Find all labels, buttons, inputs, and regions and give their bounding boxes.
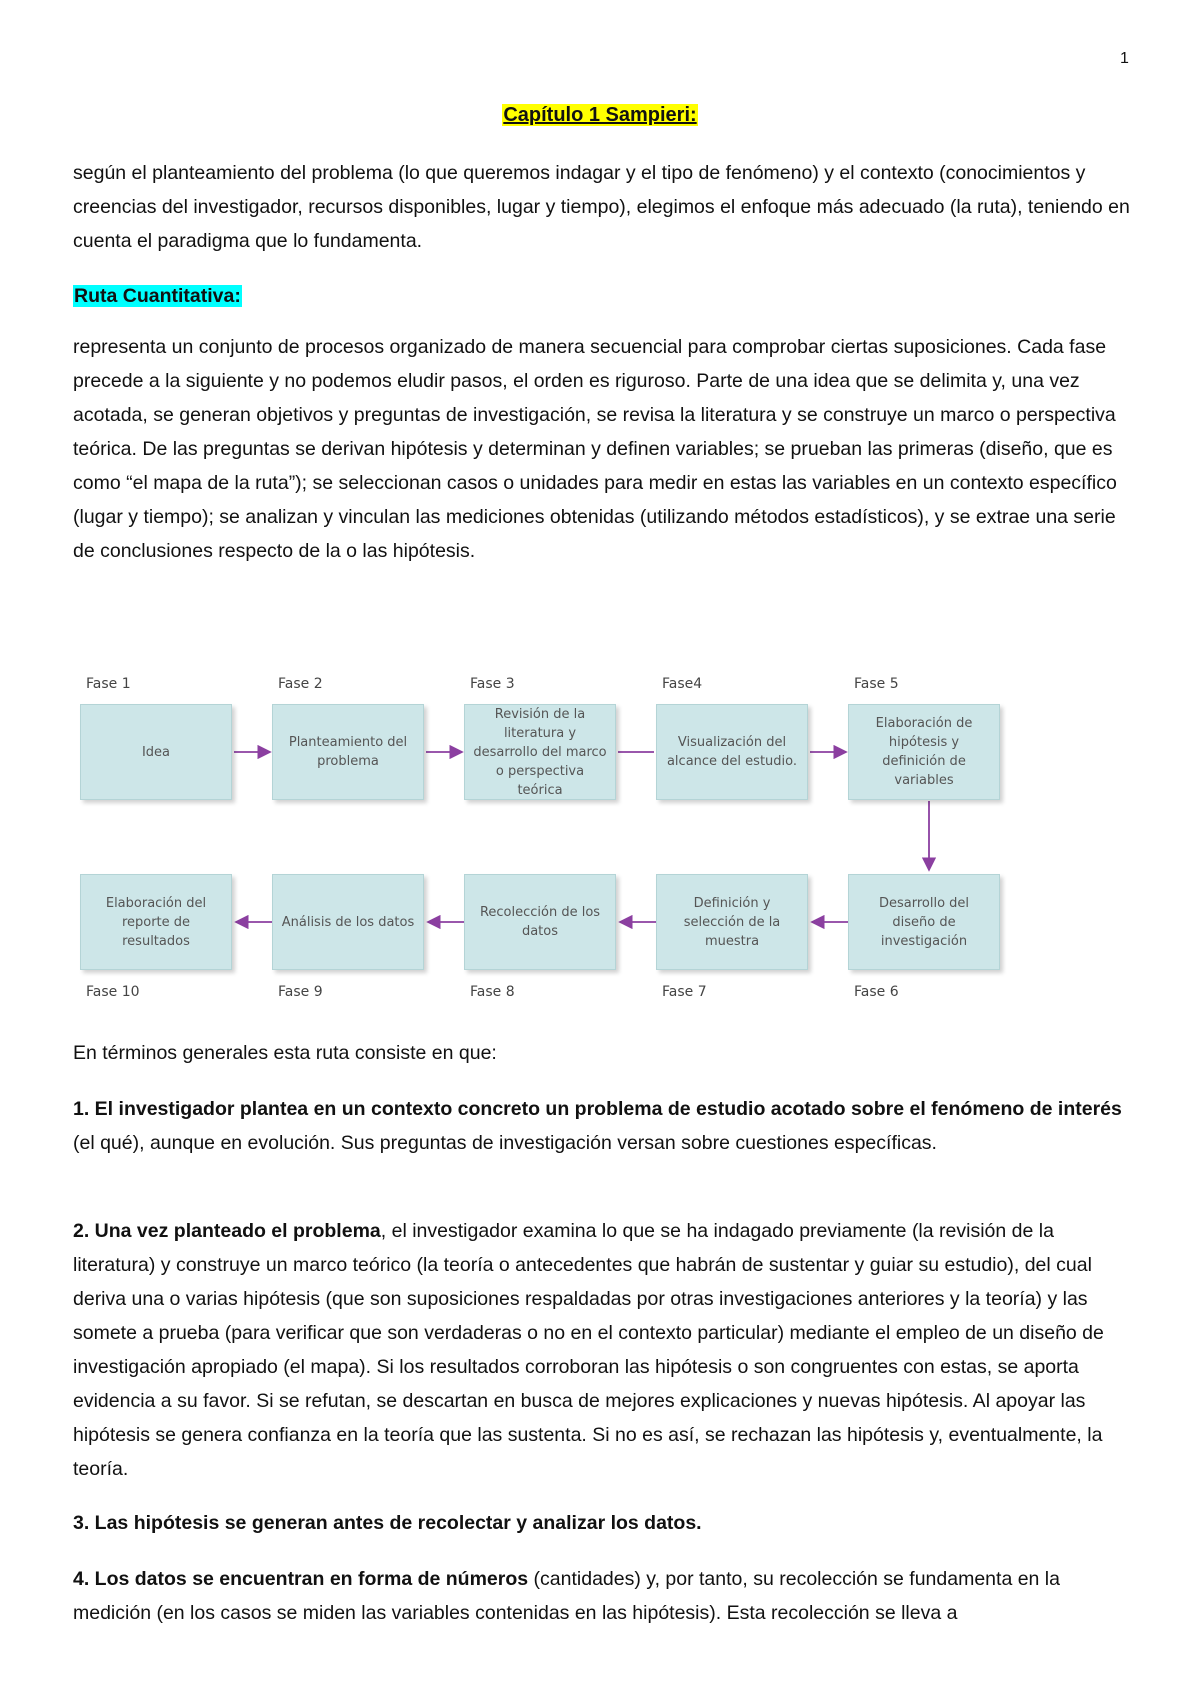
point-4	[73, 1562, 1133, 1630]
phase-label: Fase 5	[854, 676, 899, 692]
point-2	[73, 1214, 1133, 1486]
summary-intro: En términos generales esta ruta consiste en que:	[73, 1042, 497, 1064]
phase-label: Fase 1	[86, 676, 131, 692]
point-1	[73, 1092, 1133, 1160]
phase-box: Elaboración de hipótesis y definición de variables	[848, 704, 1000, 800]
chapter-title-text: Capítulo 1 Sampieri:	[503, 104, 697, 126]
chapter-title	[0, 104, 1200, 127]
phase-label: Fase 7	[662, 984, 707, 1000]
phase-label: Fase 2	[278, 676, 323, 692]
quantitative-route-diagram	[80, 676, 1020, 1008]
phase-label: Fase 8	[470, 984, 515, 1000]
phase-box: Visualización del alcance del estudio.	[656, 704, 808, 800]
point-4-bold: 4. Los datos se encuentran en forma de números	[73, 1568, 529, 1590]
point-1-text: (el qué), aunque en evolución. Sus preguntas de investigación versan sobre cuestiones específicas.	[73, 1132, 937, 1154]
description-paragraph: representa un conjunto de procesos organizado de manera secuencial para comprobar ciertas suposiciones. Cada fase precede a la siguiente y no podemos eludir pasos, el orden es riguroso. Parte de una idea que se delimita y, una vez acotada, se generan objetivos y preguntas de investigación, se revisa la literatura y se construye un marco o perspectiva teórica. De las preguntas se derivan hipótesis y determinan y definen variables; se prueban las primeras (diseño, que es como “el mapa de la ruta”); se seleccionan casos o unidades para medir en estas las variables en un contexto específico (lugar y tiempo); se analizan y vinculan las mediciones obtenidas (utilizando métodos estadísticos), y se extrae una serie de conclusiones respecto de la o las hipótesis.	[73, 336, 1117, 562]
phase-box: Elaboración del reporte de resultados	[80, 874, 232, 970]
phase-label: Fase 3	[470, 676, 515, 692]
phase-box: Recolección de los datos	[464, 874, 616, 970]
phase-label: Fase 6	[854, 984, 899, 1000]
section-heading-text: Ruta Cuantitativa:	[74, 285, 241, 307]
phase-label: Fase 9	[278, 984, 323, 1000]
point-4-text: (cantidades) y, por tanto, su recolección se fundamenta en la medición (en los casos se miden las variables contenidas en las hipótesis). Esta recolección se lleva a	[73, 1568, 1060, 1624]
point-2-bold: 2. Una vez planteado el problema	[73, 1220, 381, 1242]
phase-box: Definición y selección de la muestra	[656, 874, 808, 970]
point-1-bold: 1. El investigador plantea en un contexto concreto un problema de estudio acotado sobre el fenómeno de interés	[73, 1098, 1122, 1120]
phase-label: Fase4	[662, 676, 703, 692]
section-heading	[73, 279, 242, 313]
phase-box: Desarrollo del diseño de investigación	[848, 874, 1000, 970]
page-number: 1	[1120, 50, 1129, 67]
intro-paragraph: según el planteamiento del problema (lo que queremos indagar y el tipo de fenómeno) y el contexto (conocimientos y creencias del investigador, recursos disponibles, lugar y tiempo), elegimos el enfoque más adecuado (la ruta), teniendo en cuenta el paradigma que lo fundamenta.	[73, 162, 1130, 252]
phase-box: Idea	[80, 704, 232, 800]
point-2-text: , el investigador examina lo que se ha indagado previamente (la revisión de la literatura) y construye un marco teórico (la teoría o antecedentes que habrán de sustentar y guiar su estudio), del cual deriva una o varias hipótesis (que son suposiciones respaldadas por otras investigaciones anteriores y la teoría) y las somete a prueba (para verificar que son verdaderas o no en el contexto particular) mediante el empleo de un diseño de investigación apropiado (el mapa). Si los resultados corroboran las hipótesis o son congruentes con estas, se aporta evidencia a su favor. Si se refutan, se descartan en busca de mejores explicaciones y nuevas hipótesis. Al apoyar las hipótesis se genera confianza en la teoría que las sustenta. Si no es así, se rechazan las hipótesis y, eventualmente, la teoría.	[73, 1220, 1104, 1480]
phase-box: Análisis de los datos	[272, 874, 424, 970]
point-3-bold: 3. Las hipótesis se generan antes de recolectar y analizar los datos.	[73, 1512, 702, 1534]
point-3	[73, 1506, 1133, 1540]
phase-box: Revisión de la literatura y desarrollo del marco o perspectiva teórica	[464, 704, 616, 800]
phase-box: Planteamiento del problema	[272, 704, 424, 800]
phase-label: Fase 10	[86, 984, 140, 1000]
